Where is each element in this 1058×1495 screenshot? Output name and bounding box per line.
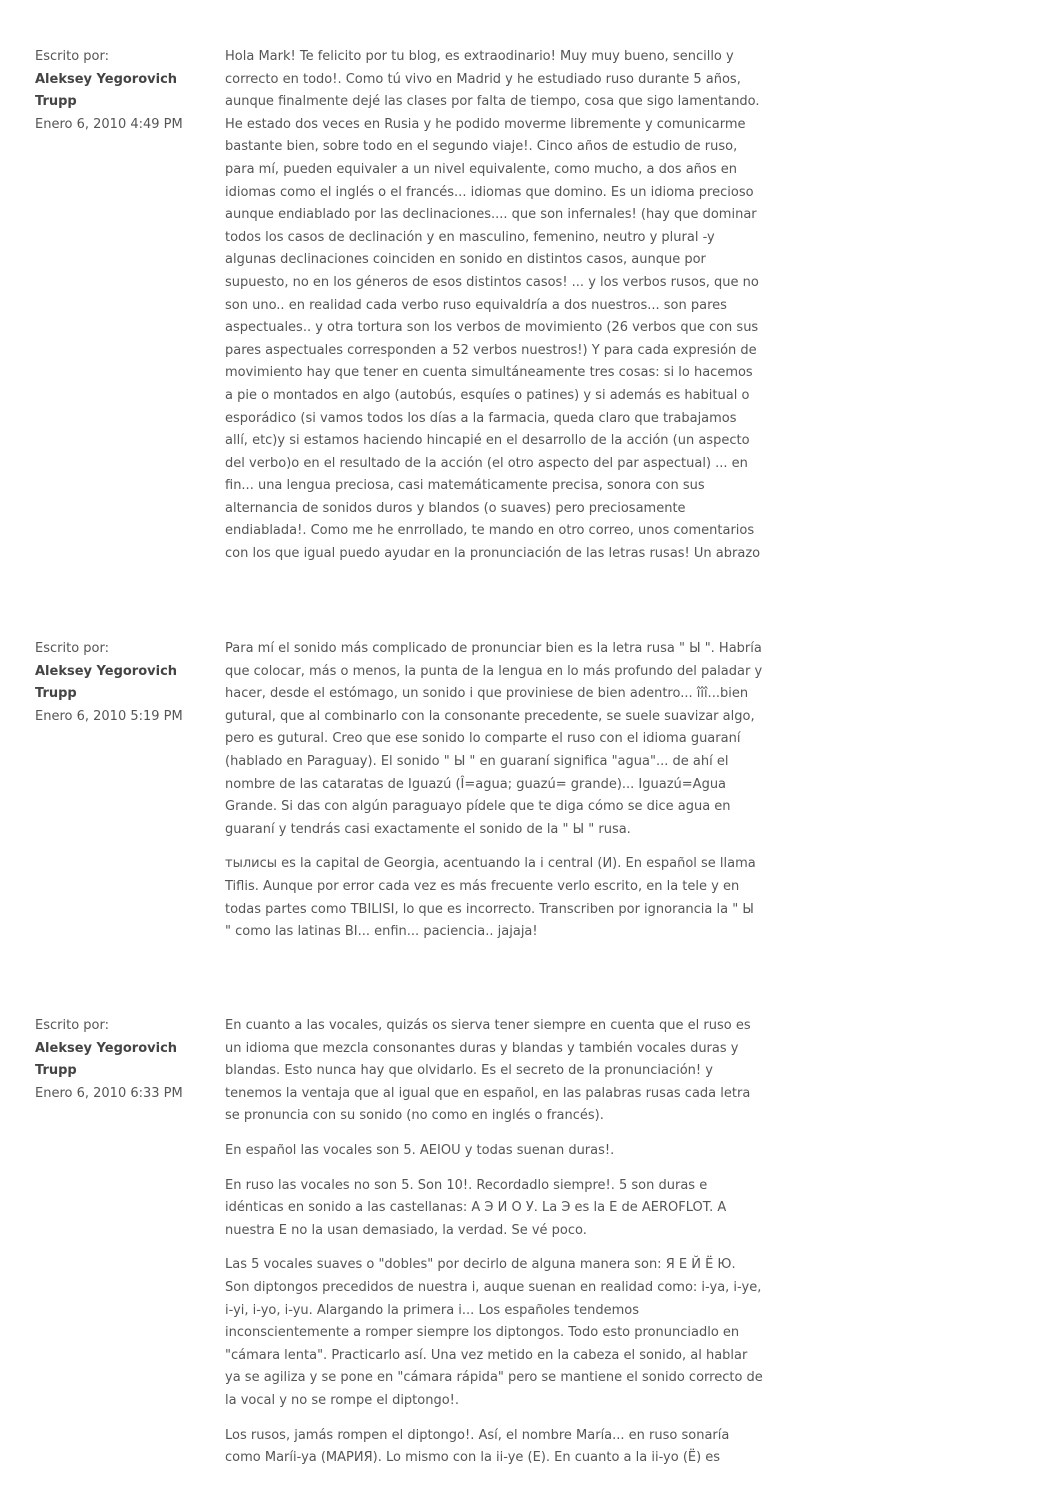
comment-paragraph: Para mí el sonido más complicado de pronunciar bien es la letra rusa " Ы ". Habría que colocar, más o menos, la punta de la lengua en lo más profundo del paladar y hacer, desde el estómago, un sonido i que proviniese de bien adentro... îîî...bien gutural, que al combinarlo con la consonante precedente, se suele suavizar algo, pero es gutural. Creo que ese sonido lo comparte el ruso con el idioma guaraní (hablado en Paraguay). El sonido " Ы " en guaraní significa "agua"... de ahí el nombre de las cataratas de Iguazú (Î=agua; guazú= grande)... Iguazú=Agua Grande. Si das con algún paraguayo pídele que te diga cómo se dice agua en guaraní y tendrás casi exactamente el sonido de la " Ы " rusa. — [225, 641, 763, 837]
comment-paragraph: Los rusos, jamás rompen el diptongo!. Así, el nombre María... en ruso sonaría como Maríi-ya (МАРИЯ). Lo mismo con la ii-ye (Е). En cuanto a la ii-yo (Ё) es — [225, 1427, 730, 1466]
comment-paragraph: En ruso las vocales no son 5. Son 10!. Recordadlo siempre!. 5 son duras e idénticas en sonido a las castellanas: А Э И О У. La Э es la E de AEROFLOT. A nuestra E no la usan demasiado, la verdad. Se vé poco. — [225, 1177, 727, 1238]
comment-body — [225, 1015, 763, 1482]
comment-date: Enero 6, 2010 4:49 PM — [35, 116, 183, 132]
comment-paragraph: Las 5 vocales suaves o "dobles" por decirlo de alguna manera son: Я Е Й Ё Ю. Son diptongos precedidos de nuestra i, auque suenan en realidad como: i-ya, i-ye, i-yi, i-yo, i-yu. Alargando la primera i... Los españoles tendemos inconscientemente a romper siempre los diptongos. Todo esto pronunciadlo en "cámara lenta". Practicarlo así. Una vez metido en la cabeza el sonido, al hablar ya se agiliza y se pone en "cámara rápida" pero se mantiene el sonido correcto de la vocal y no se rompe el diptongo!. — [225, 1257, 763, 1408]
comment-body — [225, 638, 763, 956]
comment-paragraph: тылисы es la capital de Georgia, acentuando la i central (И). En español se llama Tiflis. Aunque por error cada vez es más frecuente verlo escrito, en la tele y en todas partes como TBILISI, lo que es incorrecto. Transcriben por ignorancia la " Ы " como las latinas BI... enfin... paciencia.. jajaja! — [225, 856, 756, 940]
written-by-label: Escrito por: — [35, 49, 109, 64]
written-by-label: Escrito por: — [35, 641, 109, 656]
comment-paragraph: En cuanto a las vocales, quizás os sierva tener siempre en cuenta que el ruso es un idioma que mezcla consonantes duras y blandas y también vocales duras y blandas. Esto nunca hay que olvidarlo. Es el secreto de la pronunciación! y tenemos la ventaja que al igual que en español, en las palabras rusas cada letra se pronuncia con su sonido (no como en inglés o francés). — [225, 1018, 751, 1124]
comment-paragraph: En español las vocales son 5. AEIOU y todas suenan duras!. — [225, 1142, 615, 1158]
author-name: Aleksey Yegorovich Trupp — [35, 71, 178, 110]
comment-paragraph: Hola Mark! Te felicito por tu blog, es extraodinario! Muy muy bueno, sencillo y correcto en todo!. Como tú vivo en Madrid y he estudiado ruso durante 5 años, aunque finalmente dejé las clases por falta de tiempo, cosa que sigo lamentando. He estado dos veces en Rusia y he podido moverme libremente y comunicarme bastante bien, sobre todo en el segundo viaje!. Cinco años de estudio de ruso, para mí, pueden equivaler a un nivel equivalente, como mucho, a dos años en idiomas como el inglés o el francés... idiomas que domino. Es un idioma precioso aunque endiablado por las declinaciones.... que son infernales! (hay que dominar todos los casos de declinación y en masculino, femenino, neutro y plural -y algunas declinaciones coinciden en sonido en distintos casos, aunque por supuesto, no en los géneros de esos distintos casos! ... y los verbos rusos, que no son uno.. en realidad cada verbo ruso equivaldría a dos nuestros... son pares aspectuales.. y otra tortura son los verbos de movimiento (26 verbos que con sus pares aspectuales corresponden a 52 verbos nuestros!) Y para cada expresión de movimiento hay que tener en cuenta simultáneamente tres cosas: si lo hacemos a pie o montados en algo (autobús, esquíes o patines) y si además es habitual o esporádico (si vamos todos los días a la farmacia, queda claro que trabajamos allí, etc)y si estamos haciendo hincapié en el desarrollo de la acción (un aspecto del verbo)o en el resultado de la acción (el otro aspecto del par aspectual) ... en fin... una lengua preciosa, casi matemáticamente precisa, sonora con sus alternancia de sonidos duros y blandos (o suaves) pero preciosamente endiablada!. Como me he enrrollado, te mando en otro correo, unos comentarios con los que igual puedo ayudar en la pronunciación de las letras rusas! Un abrazo — [225, 49, 761, 562]
comment-body — [225, 46, 763, 578]
comment-meta — [35, 638, 210, 728]
comment-meta — [35, 46, 210, 136]
author-name: Aleksey Yegorovich Trupp — [35, 663, 178, 702]
comment-date: Enero 6, 2010 6:33 PM — [35, 1085, 183, 1101]
written-by-label: Escrito por: — [35, 1018, 109, 1033]
comment-meta — [35, 1015, 210, 1105]
author-name: Aleksey Yegorovich Trupp — [35, 1040, 178, 1079]
comment-date: Enero 6, 2010 5:19 PM — [35, 708, 183, 724]
